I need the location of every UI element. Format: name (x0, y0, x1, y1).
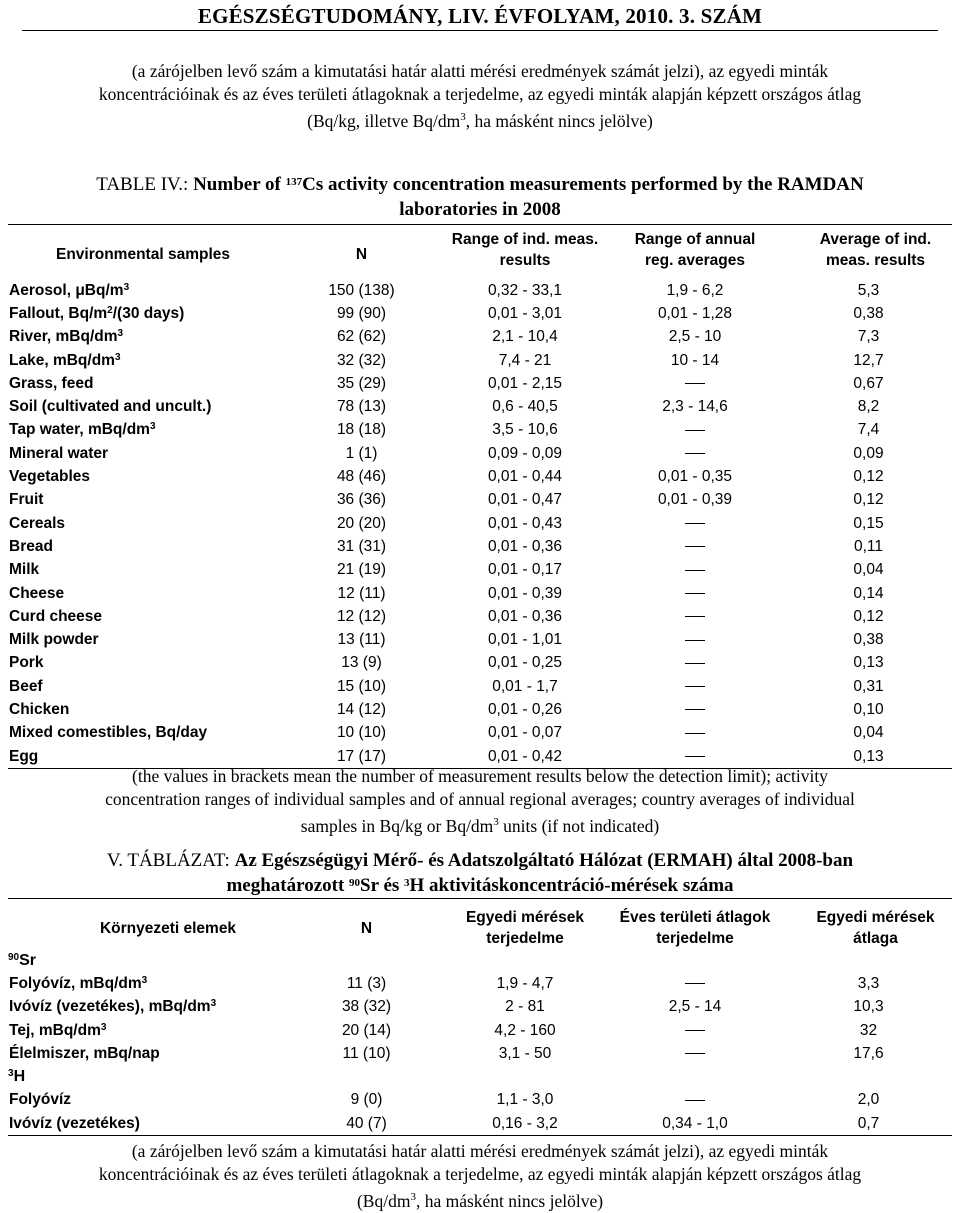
note-top-line: (a zárójelben levő szám a kimutatási határ alatti mérési eredmények számát jelzi), az egyedi minták (131, 61, 829, 81)
range-cell: 3,1 - 50 (498, 1044, 552, 1062)
average-cell: 0,67 (853, 374, 884, 392)
table-body (8, 949, 952, 1136)
table-row (8, 1089, 952, 1112)
annual-range-cell (605, 512, 785, 535)
table-row (8, 582, 952, 605)
sample-name: Chicken (9, 700, 70, 718)
table-row (8, 535, 952, 558)
sample-name-cell (8, 279, 278, 302)
table-row (8, 395, 952, 418)
caption-title: Sr és (360, 875, 405, 896)
annual-range-cell: 2,5 - 10 (668, 328, 722, 346)
n-cell: 11 (3) (346, 974, 387, 992)
table-row (8, 302, 952, 325)
column-header: N (360, 919, 373, 937)
table-row (8, 1042, 952, 1065)
average-cell: 17,6 (853, 1044, 884, 1062)
sample-name: Egg (9, 747, 39, 765)
table-row (8, 652, 952, 675)
no-data-dash (685, 1100, 705, 1101)
no-data-dash (685, 1030, 705, 1031)
average-cell: 0,15 (853, 514, 884, 532)
unit-superscript: 3 (100, 1021, 107, 1033)
annual-range-cell: 1,9 - 6,2 (666, 281, 724, 299)
n-cell: 21 (19) (336, 561, 387, 579)
n-cell: 99 (90) (336, 304, 387, 322)
range-cell: 0,01 - 3,01 (487, 304, 563, 322)
annual-range-cell: 2,3 - 14,6 (662, 398, 728, 416)
note-top-text: (Bq/kg, illetve Bq/dm (307, 110, 461, 131)
sample-name-cell (8, 972, 288, 995)
table-row (8, 419, 952, 442)
column-header: Range of ind. meas. results (451, 231, 599, 269)
average-cell: 7,3 (857, 328, 880, 346)
column-header: Environmental samples (55, 245, 230, 263)
table-row (8, 722, 952, 745)
unit-superscript: 3 (149, 421, 156, 433)
table-iv-caption (20, 172, 940, 222)
sample-unit-suffix: /(30 days) (112, 304, 185, 322)
no-data-dash (685, 546, 705, 547)
caption-prefix: V. TÁBLÁZAT: (106, 850, 235, 871)
range-cell: 0,01 - 1,01 (487, 631, 563, 649)
table-row (8, 279, 952, 302)
average-cell: 0,31 (853, 677, 884, 695)
range-cell: 0,01 - 0,42 (487, 747, 563, 765)
sample-name: Folyóvíz (9, 1091, 72, 1109)
table-row (8, 559, 952, 582)
table-header-row (8, 225, 952, 280)
sample-name: Grass, feed (9, 374, 94, 392)
average-cell: 8,2 (857, 398, 880, 416)
range-cell: 7,4 - 21 (498, 351, 552, 369)
no-data-dash (685, 1053, 705, 1054)
note-mid-line (20, 811, 940, 838)
sample-name-cell (8, 1112, 288, 1136)
annual-range-cell: 0,01 - 1,28 (657, 304, 733, 322)
annual-range-cell: 2,5 - 14 (668, 998, 722, 1016)
sample-name-cell (8, 489, 278, 512)
no-data-dash (685, 593, 705, 594)
sample-name-cell (8, 996, 288, 1019)
annual-range-cell: 0,01 - 0,35 (657, 468, 733, 486)
table-row (8, 1019, 952, 1042)
sample-name: Beef (9, 677, 43, 695)
n-cell: 78 (13) (336, 398, 387, 416)
n-cell: 38 (32) (341, 998, 392, 1016)
superscript: 3 (460, 111, 466, 123)
annual-range-cell (605, 442, 785, 465)
no-data-dash (685, 686, 705, 687)
n-cell: 62 (62) (336, 328, 387, 346)
sample-name-cell (8, 349, 278, 372)
note-top (20, 60, 940, 133)
sample-name: Lake, mBq/dm (9, 351, 115, 369)
n-cell: 11 (10) (342, 1044, 391, 1062)
isotope-symbol: H (13, 1068, 26, 1086)
no-data-dash (685, 709, 705, 710)
note-mid-text: samples in Bq/kg or Bq/dm (300, 815, 494, 836)
table-row (8, 628, 952, 651)
unit-superscript: 3 (210, 998, 217, 1010)
average-cell: 32 (859, 1021, 878, 1039)
average-cell: 0,13 (853, 654, 884, 672)
caption-line (20, 848, 940, 873)
note-top-line: koncentrációinak és az éves területi átlagoknak a terjedelme, az egyedi minták alapján képzett országos átlag (98, 84, 862, 104)
range-cell: 0,01 - 2,15 (487, 374, 563, 392)
sample-name-cell (8, 395, 278, 418)
unit-superscript: 3 (141, 974, 148, 986)
sample-name: Soil (cultivated and uncult.) (9, 398, 212, 416)
annual-range-cell (605, 1042, 785, 1065)
annual-range-cell: 10 - 14 (670, 351, 720, 369)
average-cell: 0,04 (853, 561, 884, 579)
range-cell: 0,01 - 0,44 (487, 468, 563, 486)
isotope-group-row (8, 1065, 952, 1088)
annual-range-cell (605, 559, 785, 582)
note-bottom (20, 1140, 940, 1213)
table-row (8, 372, 952, 395)
n-cell: 14 (12) (336, 700, 387, 718)
table-v-caption (20, 848, 940, 898)
note-bottom-line: koncentrációinak és az éves területi átlagoknak a terjedelme, az egyedi minták alapján képzett országos átlag (98, 1164, 862, 1184)
average-cell: 0,10 (853, 700, 884, 718)
note-mid-line: (the values in brackets mean the number of measurement results below the detection limit); activity (132, 766, 828, 786)
sample-name: Cereals (9, 514, 66, 532)
no-data-dash (685, 570, 705, 571)
average-cell: 0,12 (853, 491, 884, 509)
table-row (8, 605, 952, 628)
journal-header: EGÉSZSÉGTUDOMÁNY, LIV. ÉVFOLYAM, 2010. 3. SZÁM (197, 4, 763, 28)
table-row (8, 349, 952, 372)
sample-name: Ivóvíz (vezetékes), mBq/dm (9, 998, 211, 1016)
n-cell: 12 (11) (337, 584, 386, 602)
column-header: Egyedi mérések terjedelme (465, 909, 585, 947)
sample-name: Milk (9, 561, 40, 579)
range-cell: 0,01 - 0,25 (487, 654, 563, 672)
note-mid-text: units (if not indicated) (498, 815, 660, 836)
n-cell: 12 (12) (336, 607, 387, 625)
n-cell: 40 (7) (346, 1114, 387, 1132)
n-cell: 31 (31) (336, 537, 387, 555)
no-data-dash (685, 383, 705, 384)
range-cell: 2 - 81 (505, 998, 545, 1016)
average-cell: 3,3 (857, 974, 880, 992)
range-cell: 0,01 - 0,39 (487, 584, 563, 602)
range-cell: 0,32 - 33,1 (487, 281, 563, 299)
sample-name: Pork (9, 654, 44, 672)
annual-range-cell (605, 582, 785, 605)
table-row (8, 442, 952, 465)
isotope-mass-number: 3 (404, 877, 410, 889)
n-cell: 13 (11) (337, 631, 386, 649)
range-cell: 4,2 - 160 (494, 1021, 556, 1039)
n-cell: 1 (1) (345, 444, 378, 462)
caption-title: H aktivitáskoncentráció-mérések száma (409, 875, 734, 896)
average-cell: 0,04 (853, 724, 884, 742)
sample-name: Folyóvíz, mBq/dm (9, 974, 142, 992)
average-cell: 0,11 (853, 537, 884, 555)
average-cell: 0,38 (853, 304, 884, 322)
column-header: Range of annual reg. averages (634, 231, 756, 269)
caption-prefix: TABLE IV.: (96, 174, 194, 195)
average-cell: 0,12 (853, 468, 884, 486)
range-cell: 0,01 - 0,36 (487, 607, 563, 625)
sample-name-cell (8, 628, 278, 651)
no-data-dash (685, 640, 705, 641)
average-cell: 0,13 (853, 747, 884, 765)
caption-line (20, 873, 940, 898)
unit-superscript: 3 (117, 328, 124, 340)
annual-range-cell (605, 535, 785, 558)
n-cell: 18 (18) (336, 421, 387, 439)
column-header: N (355, 245, 368, 263)
table-row (8, 489, 952, 512)
unit-superscript: 3 (114, 351, 121, 363)
column-header: Egyedi mérések átlaga (816, 909, 935, 947)
average-cell: 0,14 (853, 584, 884, 602)
annual-range-cell (605, 628, 785, 651)
isotope-group-row (8, 949, 952, 972)
annual-range-cell: 0,34 - 1,0 (662, 1114, 728, 1132)
note-top-text: , ha másként nincs jelölve) (465, 110, 653, 131)
sample-name: Fallout, Bq/m (9, 304, 108, 322)
superscript: 3 (493, 816, 499, 828)
caption-title: Number of (193, 174, 286, 195)
range-cell: 0,01 - 0,17 (487, 561, 563, 579)
sample-name: Aerosol, μBq/m (9, 281, 124, 299)
range-cell: 1,1 - 3,0 (496, 1091, 554, 1109)
n-cell: 35 (29) (336, 374, 387, 392)
sample-name-cell (8, 652, 278, 675)
annual-range-cell (605, 605, 785, 628)
range-cell: 0,16 - 3,2 (492, 1114, 558, 1132)
sample-name: Curd cheese (9, 607, 103, 625)
no-data-dash (685, 430, 705, 431)
table-row (8, 512, 952, 535)
sample-name-cell (8, 372, 278, 395)
average-cell: 5,3 (857, 281, 880, 299)
note-bottom-line (20, 1186, 940, 1213)
range-cell: 0,01 - 0,07 (487, 724, 563, 742)
table-row (8, 465, 952, 488)
sample-name-cell (8, 675, 278, 698)
column-header: Average of ind. meas. results (819, 231, 932, 269)
annual-range-cell (605, 972, 785, 995)
caption-line (20, 172, 940, 197)
annual-range-cell (605, 722, 785, 745)
average-cell: 7,4 (857, 421, 880, 439)
table-row (8, 972, 952, 995)
sample-name-cell (8, 512, 278, 535)
isotope-symbol: Sr (19, 951, 37, 969)
sample-name-cell (8, 559, 278, 582)
average-cell: 0,09 (853, 444, 884, 462)
n-cell: 10 (10) (336, 724, 387, 742)
table-row (8, 1112, 952, 1136)
sample-name-cell (8, 605, 278, 628)
note-bottom-text: (Bq/dm (356, 1190, 411, 1211)
no-data-dash (685, 523, 705, 524)
annual-range-cell (605, 675, 785, 698)
isotope-mass-number: 137 (285, 176, 303, 188)
no-data-dash (685, 983, 705, 984)
note-top-line (20, 106, 940, 133)
sample-name-cell (8, 698, 278, 721)
sample-name: Mineral water (9, 444, 109, 462)
table-header-row (8, 899, 952, 950)
average-cell: 0,38 (853, 631, 884, 649)
table-body (8, 279, 952, 769)
table-row (8, 675, 952, 698)
n-cell: 150 (138) (328, 281, 395, 299)
unit-superscript: 2 (107, 304, 113, 316)
sample-name-cell (8, 465, 278, 488)
sample-name-cell (8, 442, 278, 465)
annual-range-cell (605, 419, 785, 442)
note-mid-line: concentration ranges of individual samples and of annual regional averages; country averages of individual (105, 789, 855, 809)
table-row (8, 326, 952, 349)
annual-range-cell (605, 1089, 785, 1112)
range-cell: 0,01 - 0,36 (487, 537, 563, 555)
n-cell: 15 (10) (336, 677, 387, 695)
table-row (8, 698, 952, 721)
n-cell: 48 (46) (336, 468, 387, 486)
sample-name: Vegetables (9, 468, 90, 486)
annual-range-cell (605, 698, 785, 721)
isotope-label (8, 949, 952, 972)
range-cell: 2,1 - 10,4 (492, 328, 558, 346)
sample-name-cell (8, 722, 278, 745)
isotope-mass-number: 3 (8, 1068, 14, 1080)
n-cell: 32 (32) (336, 351, 387, 369)
sample-name: Mixed comestibles, Bq/day (9, 724, 208, 742)
caption-title: Cs activity concentration measurements performed by the RAMDAN (302, 174, 864, 195)
superscript: 3 (410, 1191, 416, 1203)
header-rule (22, 30, 938, 31)
n-cell: 9 (0) (350, 1091, 383, 1109)
average-cell: 2,0 (857, 1091, 880, 1109)
sample-name-cell (8, 582, 278, 605)
range-cell: 0,6 - 40,5 (492, 398, 558, 416)
sample-name: Milk powder (9, 631, 99, 649)
sample-name: Fruit (9, 491, 44, 509)
unit-superscript: 3 (123, 281, 130, 293)
sample-name-cell (8, 535, 278, 558)
sample-name-cell (8, 302, 278, 325)
sample-name-cell (8, 419, 278, 442)
sample-name-cell (8, 1089, 288, 1112)
annual-range-cell (605, 1019, 785, 1042)
n-cell: 36 (36) (336, 491, 387, 509)
sample-name: Tej, mBq/dm (9, 1021, 101, 1039)
n-cell: 17 (17) (336, 747, 387, 765)
no-data-dash (685, 733, 705, 734)
caption-title: laboratories in 2008 (399, 199, 561, 220)
caption-title: meghatározott (226, 875, 350, 896)
average-cell: 0,7 (857, 1114, 880, 1132)
n-cell: 20 (14) (341, 1021, 392, 1039)
range-cell: 0,01 - 0,47 (487, 491, 563, 509)
column-header: Környezeti elemek (99, 919, 237, 937)
no-data-dash (685, 663, 705, 664)
table-v (8, 898, 952, 1136)
range-cell: 0,01 - 1,7 (492, 677, 558, 695)
average-cell: 12,7 (853, 351, 884, 369)
caption-title: Az Egészségügyi Mérő- és Adatszolgáltató Hálózat (ERMAH) által 2008-ban (234, 850, 854, 871)
sample-name: Élelmiszer, mBq/nap (9, 1044, 160, 1062)
sample-name: Ivóvíz (vezetékes) (9, 1114, 140, 1132)
sample-name: Cheese (9, 584, 65, 602)
range-cell: 1,9 - 4,7 (496, 974, 554, 992)
sample-name: Bread (9, 537, 53, 555)
range-cell: 0,01 - 0,43 (487, 514, 563, 532)
n-cell: 13 (9) (341, 654, 382, 672)
range-cell: 0,01 - 0,26 (487, 700, 563, 718)
isotope-mass-number: 90 (349, 877, 361, 889)
annual-range-cell (605, 372, 785, 395)
note-mid (20, 765, 940, 838)
n-cell: 20 (20) (336, 514, 387, 532)
isotope-label (8, 1065, 952, 1088)
sample-name-cell (8, 326, 278, 349)
annual-range-cell: 0,01 - 0,39 (657, 491, 733, 509)
table-iv (8, 224, 952, 769)
table-row (8, 996, 952, 1019)
column-header: Éves területi átlagok terjedelme (619, 909, 771, 947)
average-cell: 0,12 (853, 607, 884, 625)
note-bottom-line: (a zárójelben levő szám a kimutatási határ alatti mérési eredmények számát jelzi), az egyedi minták (131, 1141, 829, 1161)
range-cell: 0,09 - 0,09 (487, 444, 563, 462)
range-cell: 3,5 - 10,6 (492, 421, 558, 439)
sample-name-cell (8, 1019, 288, 1042)
annual-range-cell (605, 652, 785, 675)
sample-name-cell (8, 1042, 288, 1065)
sample-name: Tap water, mBq/dm (9, 421, 150, 439)
note-bottom-text: , ha másként nincs jelölve) (415, 1190, 604, 1211)
no-data-dash (685, 616, 705, 617)
no-data-dash (685, 756, 705, 757)
average-cell: 10,3 (853, 998, 884, 1016)
no-data-dash (685, 453, 705, 454)
sample-name: River, mBq/dm (9, 328, 118, 346)
isotope-mass-number: 90 (8, 951, 20, 963)
